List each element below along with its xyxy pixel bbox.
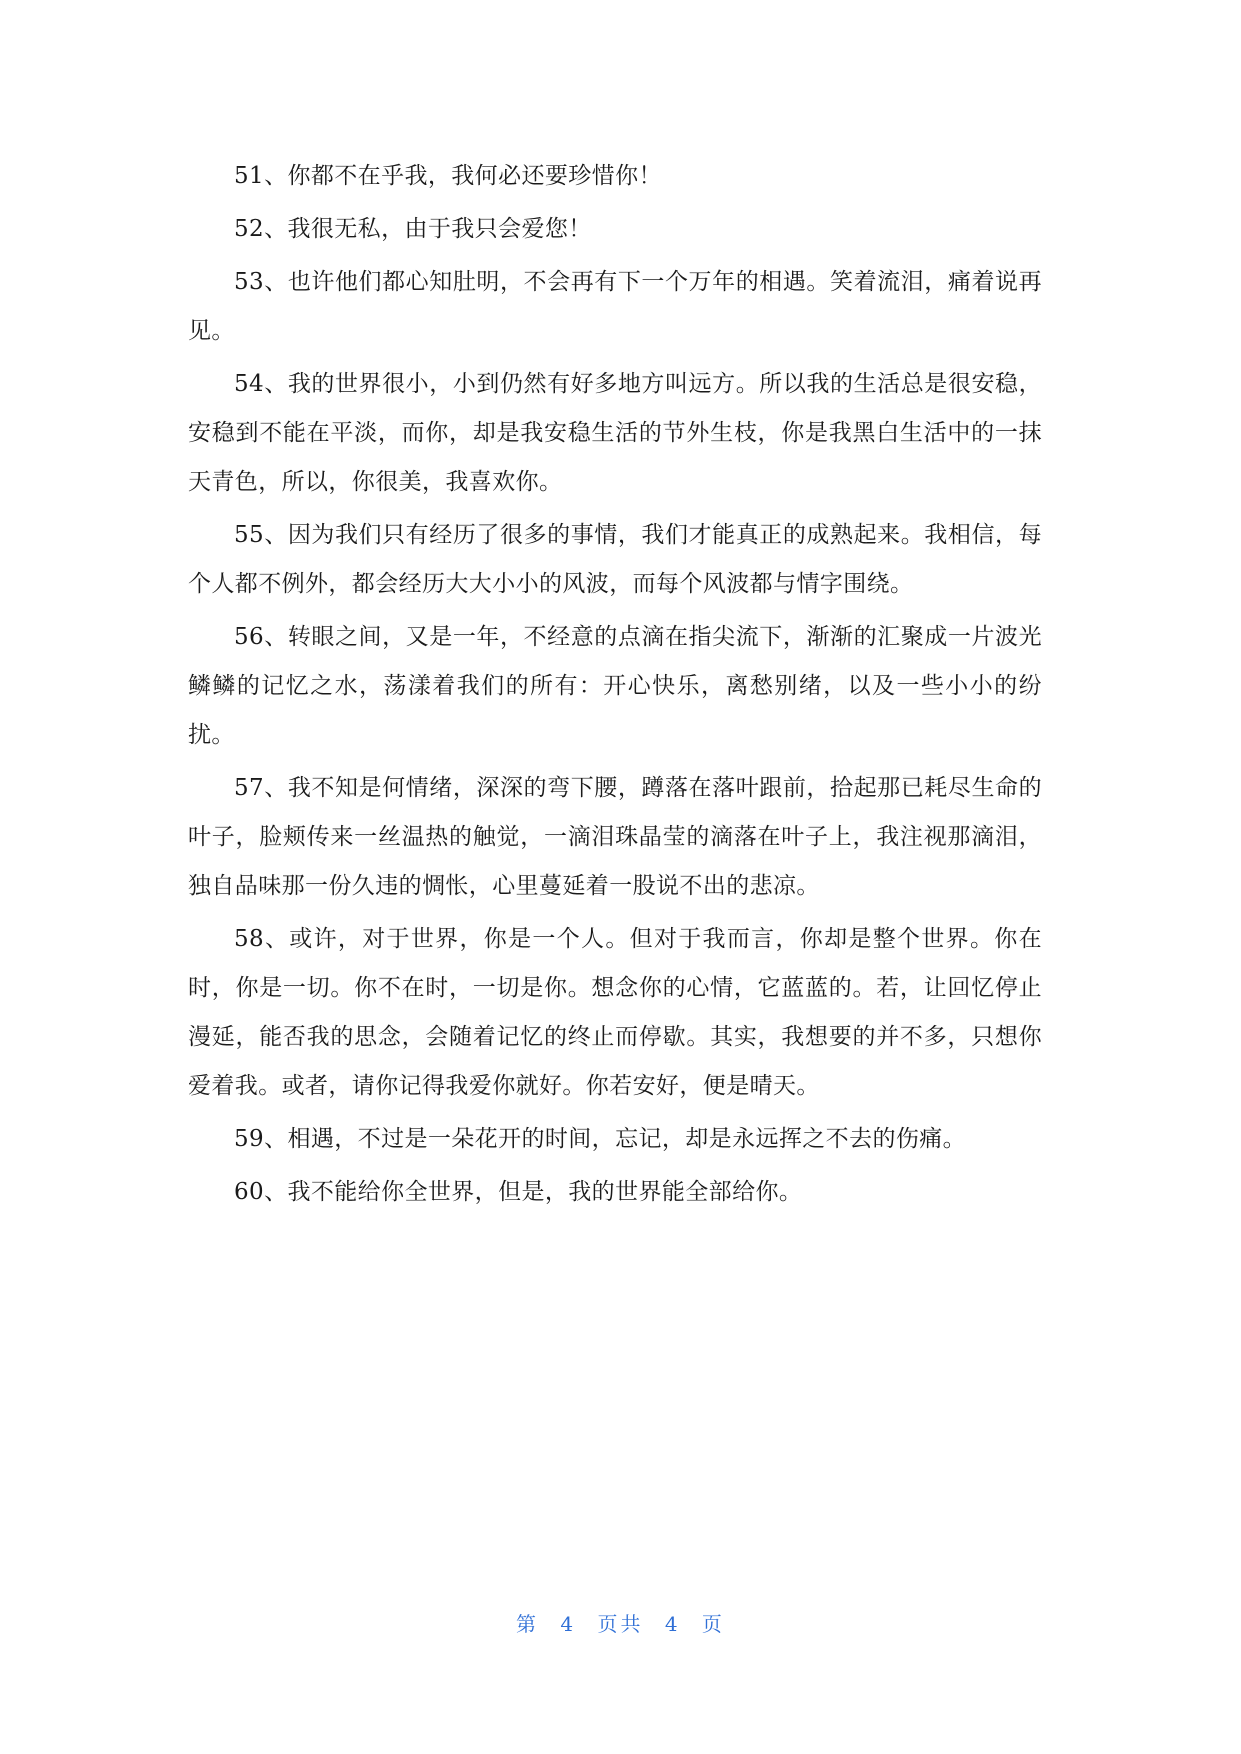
document-body	[188, 152, 1042, 1221]
paragraph-57: 57、我不知是何情绪，深深的弯下腰，蹲落在落叶跟前，拾起那已耗尽生命的叶子，脸颊传来一丝温热的触觉，一滴泪珠晶莹的滴落在叶子上，我注视那滴泪，独自品味那一份久违的惆怅，心里蔓延着一股说不出的悲凉。	[188, 775, 1042, 899]
paragraph-55: 55、因为我们只有经历了很多的事情，我们才能真正的成熟起来。我相信，每个人都不例外，都会经历大大小小的风波，而每个风波都与情字围绕。	[188, 522, 1042, 597]
paragraph-56: 56、转眼之间，又是一年，不经意的点滴在指尖流下，渐渐的汇聚成一片波光鳞鳞的记忆之水，荡漾着我们的所有：开心快乐，离愁别绪，以及一些小小的纷扰。	[188, 624, 1042, 748]
paragraph-59: 59、相遇，不过是一朵花开的时间，忘记，却是永远挥之不去的伤痛。	[234, 1126, 967, 1152]
paragraph-52: 52、我很无私，由于我只会爱您！	[234, 216, 592, 242]
paragraph-53: 53、也许他们都心知肚明，不会再有下一个万年的相遇。笑着流泪，痛着说再见。	[188, 269, 1042, 344]
paragraph-54: 54、我的世界很小，小到仍然有好多地方叫远方。所以我的生活总是很安稳，安稳到不能在平淡，而你，却是我安稳生活的节外生枝，你是我黑白生活中的一抹天青色，所以，你很美，我喜欢你。	[188, 371, 1042, 495]
paragraph-60: 60、我不能给你全世界，但是，我的世界能全部给你。	[234, 1179, 803, 1205]
page-number-footer: 第 4 页共 4 页	[516, 1612, 725, 1636]
paragraph-58: 58、或许，对于世界，你是一个人。但对于我而言，你却是整个世界。你在时，你是一切。你不在时，一切是你。想念你的心情，它蓝蓝的。若，让回忆停止漫延，能否我的思念，会随着记忆的终止而停歇。其实，我想要的并不多，只想你爱着我。或者，请你记得我爱你就好。你若安好，便是晴天。	[188, 926, 1042, 1099]
paragraph-51: 51、你都不在乎我，我何必还要珍惜你！	[234, 163, 662, 189]
